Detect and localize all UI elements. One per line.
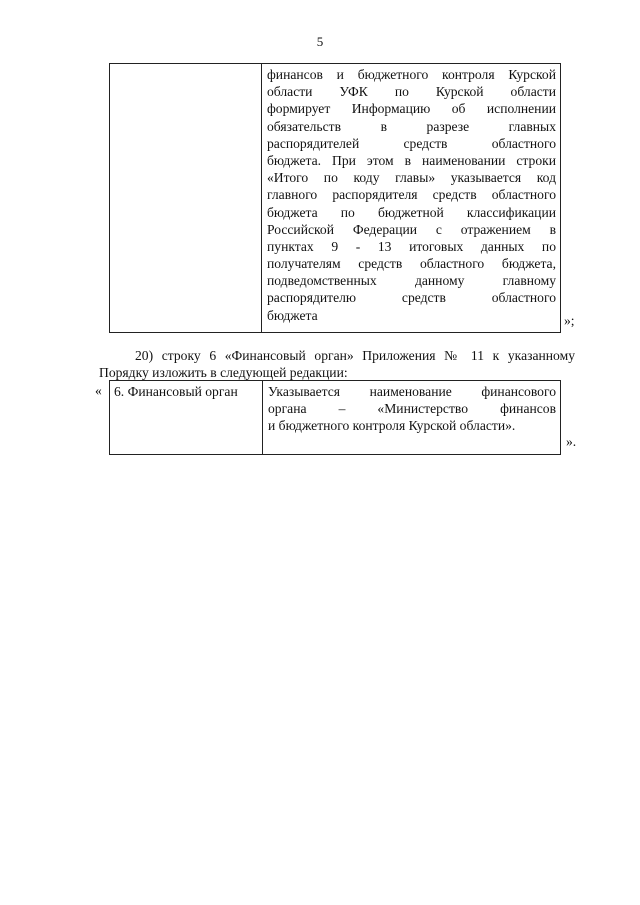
text-line: финансов и бюджетного контроля Курской bbox=[267, 67, 556, 82]
table-cell-empty bbox=[110, 64, 262, 333]
table-row bbox=[110, 381, 561, 455]
text-line: области УФК по Курской области bbox=[267, 84, 556, 100]
closing-quote: »; bbox=[564, 313, 575, 328]
text-line: бюджета bbox=[267, 307, 318, 323]
text-line: главного распорядителя средств областного bbox=[267, 187, 556, 203]
text-line: Указывается наименование финансового bbox=[268, 384, 556, 399]
table-cell-description bbox=[263, 381, 561, 455]
text-line: подведомственных данному главному bbox=[267, 273, 556, 289]
paragraph-20-line: Порядку изложить в следующей редакции: bbox=[99, 365, 348, 380]
text-line: пунктах 9 - 13 итоговых данных по bbox=[267, 238, 556, 254]
closing-quote: ». bbox=[566, 434, 577, 449]
text-line: формирует Информацию об исполнении bbox=[267, 101, 556, 117]
text-line: «Итого по коду главы» указывается код bbox=[267, 170, 556, 186]
text-line: распорядителю средств областного bbox=[267, 290, 556, 306]
text-line: органа – «Министерство финансов bbox=[268, 401, 556, 417]
text-line: Российской Федерации с отражением в bbox=[267, 221, 556, 237]
opening-quote: « bbox=[95, 383, 102, 398]
text-line: и бюджетного контроля Курской области». bbox=[268, 418, 516, 434]
page-number: 5 bbox=[316, 34, 324, 49]
text-line: получателям средств областного бюджета, bbox=[267, 256, 556, 272]
continuation-table bbox=[109, 63, 561, 333]
table-cell-row-label: 6. Финансовый орган bbox=[110, 381, 263, 455]
text-line: бюджета по бюджетной классификации bbox=[267, 204, 556, 220]
text-line: обязательств в разрезе главных bbox=[267, 118, 556, 134]
table-cell-description bbox=[262, 64, 561, 333]
paragraph-20-line: 20) строку 6 «Финансовый орган» Приложения № 11 к указанному bbox=[135, 348, 575, 363]
text-line: распорядителей средств областного bbox=[267, 135, 556, 151]
table-row bbox=[110, 64, 561, 333]
replacement-table bbox=[109, 380, 561, 455]
text-line: бюджета. При этом в наименовании строки bbox=[267, 152, 556, 168]
